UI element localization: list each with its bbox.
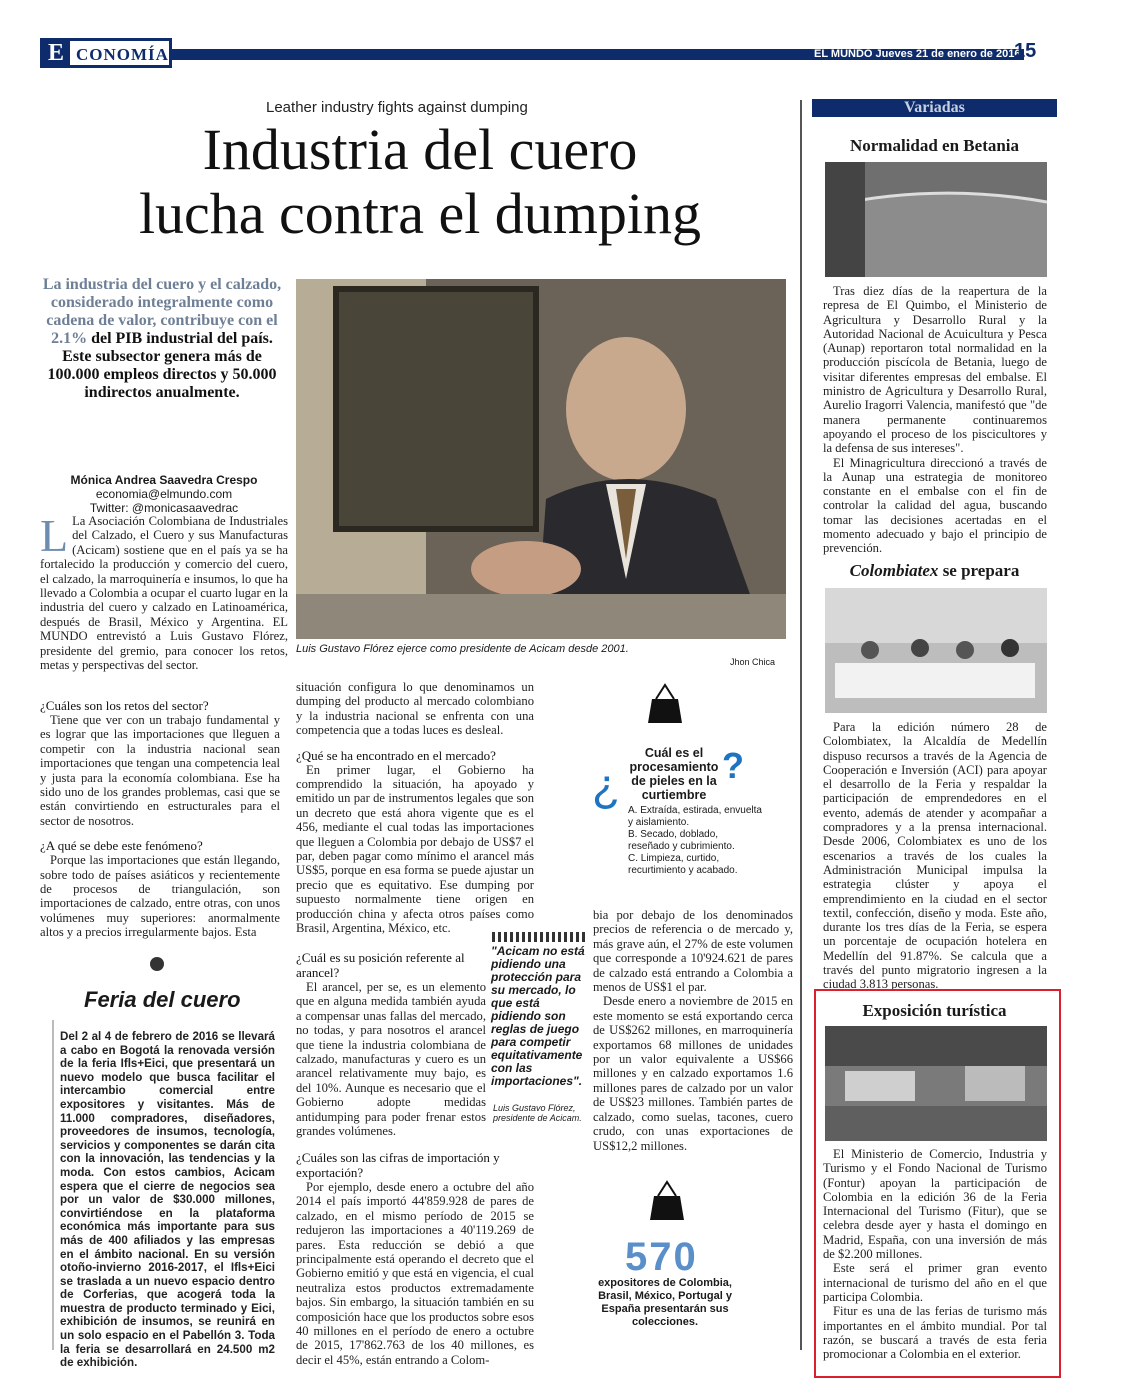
- feria-left-rule: [52, 1020, 54, 1350]
- main-photo: [296, 279, 786, 639]
- quote-author: Luis Gustavo Flórez, presidente de Acicam.: [493, 1103, 582, 1123]
- brief-2-title-rest: se prepara: [938, 561, 1020, 580]
- lede: [42, 276, 282, 402]
- infographic-item: A. Extraída, estirada, envuelta y aislamiento.: [628, 805, 762, 828]
- brief-2-photo: [825, 588, 1047, 713]
- brief-2-title: [812, 561, 1057, 581]
- brief-1-title: Normalidad en Betania: [849, 136, 1020, 155]
- section-initial: E: [42, 40, 70, 66]
- column-2: [296, 680, 534, 936]
- col3-continuation: bia por debajo de los denominados precios de referencia o de mercado y, más grave aún, el 27% de este volumen que corresponde a 10'924.621 de pares de calzado está entrando a Colombia a menos de US$1 el par.: [593, 908, 793, 995]
- lede-pct: 2.1%: [51, 330, 88, 347]
- author-name: Mónica Andrea Saavedra Crespo: [70, 473, 258, 487]
- col2-continuation: situación configura lo que denominamos un dumping del producto al mercado colombiano y la industria nacional se enfrenta con una competencia que a todas luces es desleal.: [296, 680, 534, 738]
- answer-2: Porque las importaciones que están llegando, sobre todo de países asiáticos y recientemente de procesos de triangulación, son importaciones de calzado, entre otras, con unos volúmenes muy superiores: anormalmente altos y a precios irregularmente bajos. Esta: [40, 853, 280, 940]
- answer-3: En primer lugar, el Gobierno ha comprendido la situación, ha apoyado y emitido un par de instrumentos legales que son un decreto que está ahora vigente que es el 456, mediante el cual todas las importaciones que lleguen a Colombia por debajo de US$7 el par, deben pagar como mínimo el arancel más US$5, porque en esa forma se puede ajustar un precio que es equitativo. Ese dumping por supuesto normalmente tiene origen en producción china y afecta otros países como Brasil, Argentina, México, etc.: [296, 762, 534, 936]
- brief-2-text: Para la edición número 28 de Colombiatex, la Alcaldía de Medellín dispuso recursos a través de la Agencia de Cooperación e Inversión (ACI) para apoyar el desarrollo de la Feria y respaldar la participación de emprendedores en el evento, además de atender y acompañar a compradores y a la prensa internacional. Desde 2006, Colombiatex es uno de los escenarios a través de los cuales la Administración Municipal impulsa la estrategia clúster y apoya el emprendimiento en la ciudad en el sector textil, confección, diseño y moda. Este año, durante los tres días de la Feria, se espera un porcentaje de ocupación hotelera en Medellín del 91.87%. Se calcula que a través del punto migratorio ingresen a la ciudad 3.813 personas.: [823, 720, 1047, 992]
- photo-credit: Jhon Chica: [730, 657, 776, 667]
- answer-5: Por ejemplo, desde enero a octubre del año 2014 el país importó 44'859.928 de pares de calzado, en el mismo período de 2015 se redujeron las importaciones a 40'119.269 de pares. Esta reducción se debió a que principalmente está operando el decreto que el Gobierno emitió y que está en vigencia, el cual neutraliza estos productos extremadamente bajos. Sin embargo, la situación también en su composición hace que los productos sobre esos 40 millones en el período de enero a octubre de 2015, 17'862.763 de los 40 millones, es decir el 45%, están entrando a Colom-: [296, 1180, 534, 1367]
- column-3: [553, 908, 793, 1153]
- question-5: ¿Cuáles son las cifras de importación y exportación?: [296, 1150, 500, 1180]
- headline: [40, 118, 800, 246]
- brief-1-photo: [825, 162, 1047, 277]
- question-mark-open: ¿: [592, 759, 621, 811]
- lede-faded: La industria del cuero y el calzado, considerado integralmente como cadena de valor, contribuye con el: [42, 276, 282, 329]
- infographic-item: B. Secado, doblado, reseñado y cubrimiento.: [628, 829, 735, 852]
- intro-text: La Asociación Colombiana de Industriales del Calzado, el Cuero y sus Manufacturas (Acicam) sostiene que en el país ya se ha fortalecido la producción y comercio del cuero, el calzado, la marroquinería e insumos, lo que ha llevado a Colombia a ocupar el cuarto lugar en la industria del cuero y calzado en Latinoamérica, después de Brasil, México y Argentina. EL MUNDO entrevistó a Luis Gustavo Flórez, presidente del gremio, para conocer los retos, metas y perspectivas del sector.: [40, 514, 288, 673]
- photo-caption: Luis Gustavo Flórez ejerce como presidente de Acicam desde 2001.: [296, 643, 629, 655]
- question-4: ¿Cuál es su posición referente al arancel?: [296, 950, 465, 980]
- brief-1-text: [823, 284, 1047, 556]
- byline: [44, 473, 284, 515]
- header-info: EL MUNDO Jueves 21 de enero de 2016: [810, 49, 1024, 60]
- binder-clip-icon: [648, 683, 682, 723]
- brief-1-para-2: El Minagricultura direccionó a través de la Aunap una estrategia de monitoreo constante en el embalse con el fin de controlar la calidad del agua, buscando tomar las decisiones acertadas en el momento adecuado y bajo el principio de prevención.: [823, 455, 1047, 556]
- sidebar-divider: [800, 100, 802, 1350]
- column-2c: [296, 1150, 534, 1367]
- big-number: 570: [625, 1235, 698, 1279]
- bullet-dot: [150, 957, 164, 971]
- answer-4: El arancel, per se, es un elemento que en alguna medida también ayuda a compensar unas fallas del mercado, no todas, y para nosotros el arancel que tiene la industria colombiana de calzado, manufacturas y cuero es un arancel relativamente muy bajo, es del 10%. Aunque es necesario que el Gobierno adopte medidas antidumping para poder frenar estos grandes volúmenes.: [296, 980, 486, 1139]
- brief-3-title: Exposición turística: [862, 1001, 1007, 1020]
- photo-illustration: [296, 279, 786, 639]
- brief-3-text: [823, 1147, 1047, 1361]
- question-2: ¿A qué se debe este fenómeno?: [40, 838, 203, 854]
- feria-text: Del 2 al 4 de febrero de 2016 se llevará a cabo en Bogotá la renovada versión de la feria Ifls+Eici, que presentará un nuevo modelo que busca facilitar el intercambio comercial entre expositores y visitantes. Más de 11.000 compradores, diseñadores, proveedores de insumos, tecnología, servicios y componentes se darán cita con la innovación, las tendencias y la moda. Con estos cambios, Acicam espera que el cierre de negocios sea por un valor de $30.000 millones, convirtiéndose en la plataforma económica más importante para sus más de 400 afiliados y las empresas en el ámbito nacional. En su versión otoño-invierno 2016-2017, el Ifls+Eici se traslada a un nuevo espacio dentro de Corferias, que acogerá toda la muestra de producto terminado y Eici, exhibición de insumos, se reunirá en un solo espacio en el Pabellón 3. Toda la feria se desarrollará en 24.500 m2 de exhibición.: [60, 1030, 275, 1370]
- author-twitter: Twitter: @monicasaavedrac: [89, 501, 239, 515]
- brief-2-title-italic: Colombiatex: [849, 561, 939, 580]
- brief-3-para-2: Este será el primer gran evento internacional de turismo del año en el que participa Colombia.: [823, 1261, 1047, 1304]
- drop-cap: L: [40, 510, 69, 561]
- brief-3-photo: [825, 1026, 1047, 1141]
- feria-title: Feria del cuero: [84, 987, 241, 1012]
- question-1: ¿Cuáles son los retos del sector?: [40, 698, 209, 713]
- column-1: [40, 698, 280, 940]
- big-number-caption: expositores de Colombia, Brasil, México, Portugal y España presentarán sus colecciones.: [598, 1277, 732, 1328]
- pull-quote: "Acicam no está pidiendo una protección para su mercado, lo que está pidiendo son reglas de juego para competir equitativamente con las importaciones".: [491, 944, 585, 1088]
- headline-line-2: lucha contra el dumping: [138, 181, 702, 246]
- infographic-item: C. Limpieza, curtido, recurtimiento y acabado.: [628, 853, 738, 876]
- question-3: ¿Qué se ha encontrado en el mercado?: [296, 747, 496, 763]
- lede-rest: del PIB industrial del país. Este subsector genera más de 100.000 empleos directos y 50.000 indirectos anualmente.: [47, 330, 277, 401]
- intro-paragraph: [40, 510, 288, 673]
- section-name: CONOMÍA: [76, 45, 169, 64]
- brief-3-para-1: El Ministerio de Comercio, Industria y Turismo y el Fondo Nacional de Turismo (Fontur) apoyan la participación de Colombia en la edición 36 de la Feria Internacional del Turismo (Fitur), que se celebra desde ayer y hasta el domingo en Madrid, España, con una inversión de más de $2.200 millones.: [823, 1147, 1047, 1262]
- headline-line-1: Industria del cuero: [202, 117, 638, 182]
- dam-illustration: [825, 162, 1047, 277]
- col3-exports: Desde enero a noviembre de 2015 en este momento se está exportando cerca de US$262 millones, en marroquinería exportamos 68 millones de unidades por un valor equivalente a US$66 millones y en calzado exportamos 1.6 millones pares de calzado por un valor de US$23 millones. También partes de calzado, como suelas, tacones, cuero crudo, con unas exportaciones de US$12,2 millones.: [593, 994, 793, 1153]
- column-2b: [296, 950, 486, 1138]
- brief-1-para-1: Tras diez días de la reapertura de la represa de El Quimbo, el Ministerio de Agricultura y Desarrollo Rural y la Autoridad Nacional de Acuicultura y Pesca (Aunap) reportaron total normalidad en la producción piscícola de Betania, luego de visitar diferentes empresas del embalse. El ministro de Agricultura y Desarrollo Rural, Aurelio Iragorri Valencia, manifestó que "de manera permanente continuaremos apoyando el proceso de los piscicultores y la defensa de sus intereses".: [823, 284, 1047, 456]
- answer-1: Tiene que ver con un trabajo fundamental y es lograr que las importaciones que lleguen a competir con la industria nacional sean importaciones que tengan una competencia leal y justa para la economía colombiana. Ese ha sido uno de los grandes problemas, casi que se están convirtiendo en estructurales para el sector de nosotros.: [40, 713, 280, 828]
- binder-clip-icon: [650, 1180, 684, 1220]
- author-email: economia@elmundo.com: [95, 487, 233, 501]
- question-mark-close: ?: [722, 745, 744, 786]
- fair-crowd-illustration: [825, 1026, 1047, 1141]
- sidebar-label: Variadas: [904, 99, 965, 116]
- kicker: Leather industry fights against dumping: [266, 99, 528, 116]
- infographic-title: Cuál es el procesamiento de pieles en la curtiembre: [629, 746, 719, 802]
- press-conference-illustration: [825, 588, 1047, 713]
- brief-3-para-3: Fitur es una de las ferias de turismo más importantes en el ámbito mundial. Por tal razón, se buscará a través de esta feria promocionar a Colombia en el exterior.: [823, 1304, 1047, 1362]
- infographic-list: [628, 805, 762, 877]
- page-number: 15: [1014, 40, 1037, 62]
